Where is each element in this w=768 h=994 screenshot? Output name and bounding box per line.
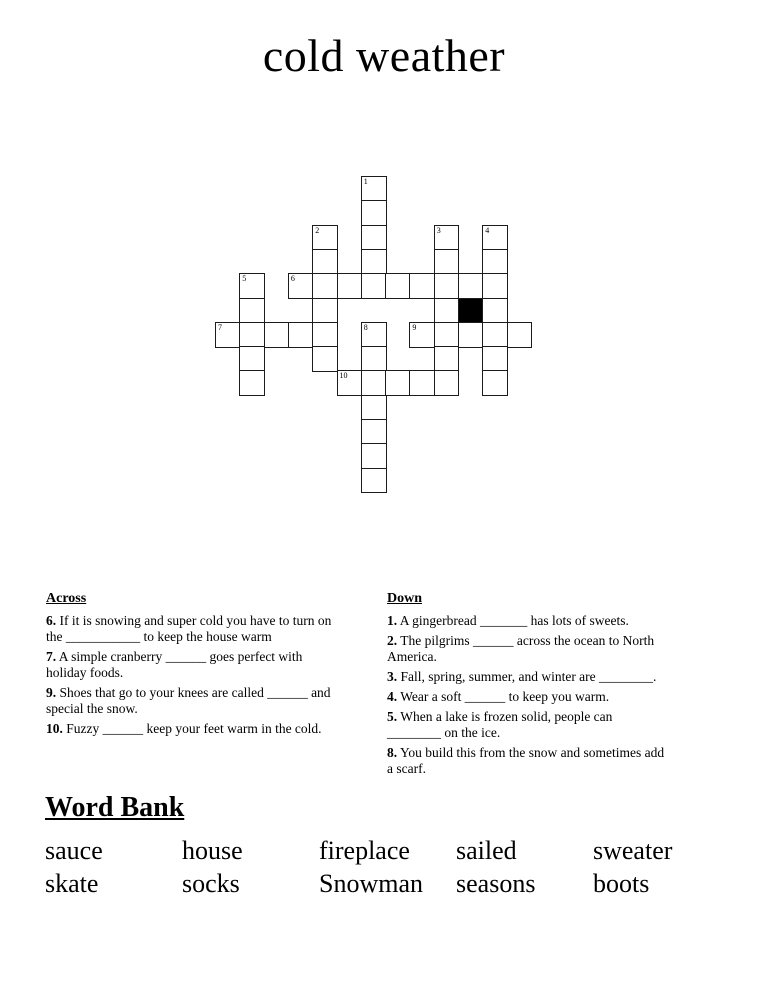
grid-cell[interactable] (434, 249, 460, 275)
word-bank-word: sweater (593, 836, 673, 865)
clue-5: 5. When a lake is frozen solid, people can ________ on the ice. (387, 709, 613, 740)
grid-cell[interactable] (312, 298, 338, 324)
cell-number: 4 (485, 225, 490, 235)
down-header: Down (387, 591, 423, 606)
cell-number: 9 (412, 322, 417, 332)
grid-cell[interactable] (482, 298, 508, 324)
cell-number: 2 (315, 225, 320, 235)
grid-cell[interactable] (409, 273, 435, 299)
word-bank-word: seasons (456, 869, 536, 898)
down-clue-list (387, 613, 665, 777)
cell-number: 8 (363, 322, 368, 332)
grid-cell[interactable] (482, 346, 508, 372)
grid-cell[interactable] (434, 225, 460, 251)
cell-number: 6 (290, 274, 295, 284)
word-bank-word: sauce (45, 836, 103, 865)
cell-number: 1 (363, 177, 368, 186)
clue-8: 8. You build this from the snow and sometimes add a scarf. (387, 745, 665, 776)
across-clue-list (46, 613, 341, 737)
word-bank-word: skate (45, 869, 99, 898)
grid-cell[interactable] (264, 322, 290, 348)
grid-cell[interactable] (239, 273, 265, 299)
grid-cell[interactable] (434, 273, 460, 299)
clue-number: 1. (387, 613, 398, 628)
grid-cell[interactable] (482, 249, 508, 275)
clue-7: 7. A simple cranberry ______ goes perfect with holiday foods. (46, 649, 303, 680)
clue-6: 6. If it is snowing and super cold you have to turn on the ___________ to keep the house warm (46, 613, 332, 644)
grid-cell[interactable] (312, 346, 338, 372)
grid-cell[interactable] (507, 322, 533, 348)
grid-cell[interactable] (361, 468, 387, 494)
clue-10: 10. Fuzzy ______ keep your feet warm in the cold. (46, 721, 322, 736)
grid-cell[interactable] (434, 322, 460, 348)
page-title: cold weather (262, 30, 506, 81)
grid-cell[interactable] (482, 370, 508, 396)
grid-cell[interactable] (361, 346, 387, 372)
grid-cell[interactable] (215, 322, 241, 348)
grid-cell[interactable] (385, 370, 411, 396)
down-clues-section (387, 591, 665, 781)
grid-cell[interactable] (361, 249, 387, 275)
grid-cell[interactable] (458, 322, 484, 348)
grid-cell[interactable] (385, 273, 411, 299)
grid-cell[interactable] (434, 370, 460, 396)
across-clues-section (46, 591, 341, 741)
grid-cell[interactable] (312, 273, 338, 299)
word-bank-word: socks (182, 869, 240, 898)
clue-number: 10. (46, 721, 63, 736)
clue-9: 9. Shoes that go to your knees are called ______ and special the snow. (46, 685, 331, 716)
grid-cell[interactable] (361, 273, 387, 299)
grid-cell[interactable] (361, 225, 387, 251)
grid-cell[interactable] (239, 346, 265, 372)
grid-cell[interactable] (458, 273, 484, 299)
grid-cell[interactable] (361, 200, 387, 226)
grid-cell[interactable] (482, 225, 508, 251)
clue-number: 8. (387, 745, 398, 760)
word-bank-word: fireplace (319, 836, 410, 865)
word-bank-word: boots (593, 869, 650, 898)
grid-cell[interactable] (239, 298, 265, 324)
clue-number: 5. (387, 709, 398, 724)
grid-cell[interactable] (312, 322, 338, 348)
grid-cell[interactable] (337, 370, 363, 396)
clue-4: 4. Wear a soft ______ to keep you warm. (387, 689, 610, 704)
word-bank-word: sailed (456, 836, 517, 865)
grid-cell[interactable] (482, 322, 508, 348)
clue-1: 1. A gingerbread _______ has lots of sweets. (387, 613, 629, 628)
clue-number: 6. (46, 613, 57, 628)
grid-cell[interactable] (409, 322, 435, 348)
grid-cell[interactable] (361, 419, 387, 445)
clue-number: 2. (387, 633, 398, 648)
grid-cell[interactable] (239, 322, 265, 348)
grid-cell[interactable] (361, 443, 387, 469)
cell-number: 3 (436, 225, 441, 235)
grid-cell[interactable] (409, 370, 435, 396)
grid-cell[interactable] (312, 249, 338, 275)
grid-cell[interactable] (239, 370, 265, 396)
cell-number: 7 (218, 322, 222, 332)
grid-cell[interactable] (434, 298, 460, 324)
grid-cell[interactable] (361, 322, 387, 348)
cell-number: 10 (339, 371, 348, 381)
clue-number: 9. (46, 685, 57, 700)
grid-cell[interactable] (482, 273, 508, 299)
word-bank-word: Snowman (319, 869, 423, 898)
blocked-cell (458, 298, 484, 324)
word-bank-header: Word Bank (45, 792, 185, 823)
grid-cell[interactable] (288, 273, 314, 299)
cell-number: 5 (242, 274, 247, 284)
grid-cell[interactable] (434, 346, 460, 372)
grid-cell[interactable] (361, 370, 387, 396)
grid-cell[interactable] (361, 176, 387, 202)
word-bank-word: house (182, 836, 243, 865)
clue-3: 3. Fall, spring, summer, and winter are ________. (387, 669, 657, 684)
grid-cell[interactable] (337, 273, 363, 299)
word-bank-list (45, 836, 725, 899)
clue-number: 4. (387, 689, 398, 704)
crossword-grid (215, 176, 535, 496)
clue-2: 2. The pilgrims ______ across the ocean to North America. (387, 633, 655, 664)
clue-number: 3. (387, 669, 398, 684)
clue-number: 7. (46, 649, 57, 664)
grid-cell[interactable] (361, 395, 387, 421)
across-header: Across (46, 591, 87, 606)
grid-cell[interactable] (312, 225, 338, 251)
grid-cell[interactable] (288, 322, 314, 348)
